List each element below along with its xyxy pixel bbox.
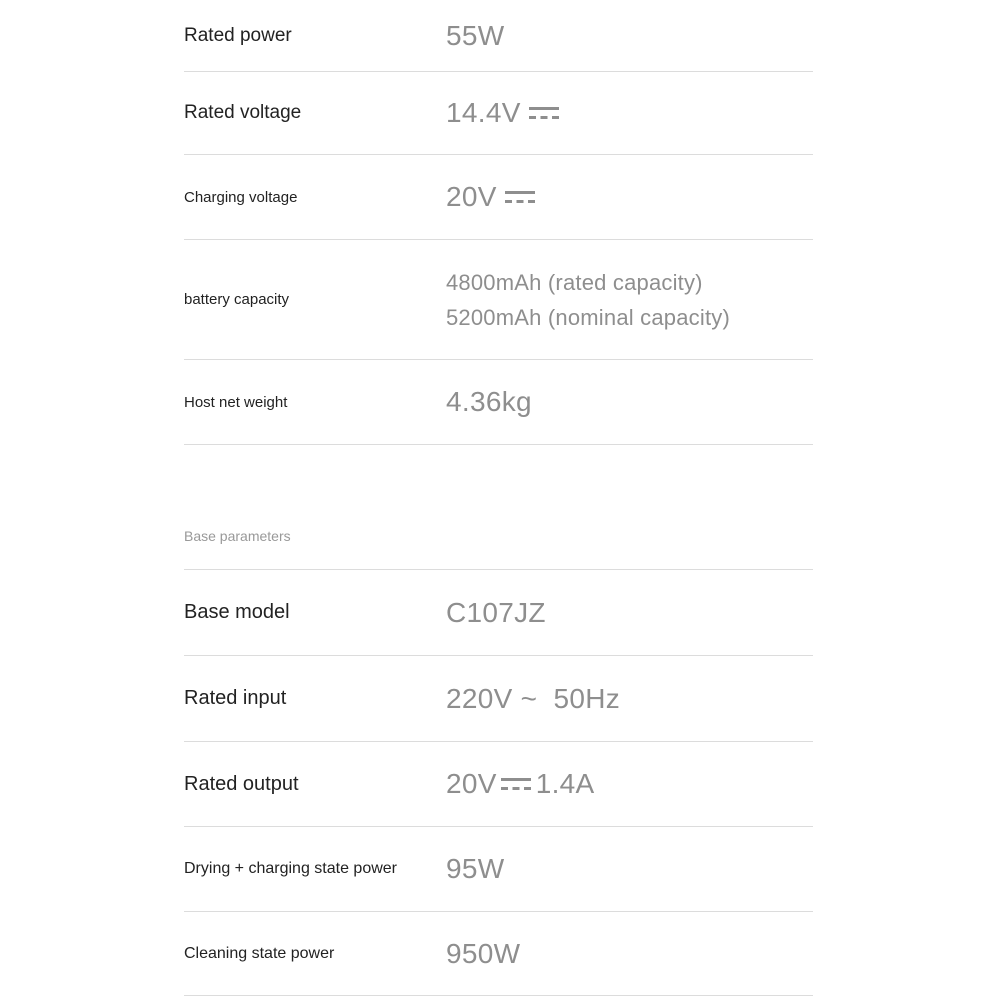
section-title: Base parameters	[184, 528, 291, 544]
spec-row-battery-capacity	[184, 240, 813, 360]
spec-value-text: 950W	[446, 937, 521, 969]
spec-row-charging-voltage	[184, 155, 813, 240]
spec-value-text: 4.36kg	[446, 386, 532, 417]
spec-value-host-net-weight	[446, 386, 532, 418]
spec-label-battery-capacity: battery capacity	[184, 291, 290, 308]
spec-value-text: 14.4V	[446, 97, 521, 128]
spec-value-rated-power	[446, 20, 504, 52]
spec-label-rated-voltage: Rated voltage	[184, 102, 302, 123]
spec-label-drying-charging-state-power: Drying + charging state power	[184, 860, 397, 877]
spec-label-host-net-weight: Host net weight	[184, 393, 288, 411]
dc-voltage-icon	[501, 778, 531, 790]
spec-row-rated-input	[184, 656, 813, 742]
spec-row-rated-voltage	[184, 72, 813, 155]
spec-value-rated-output	[446, 768, 595, 800]
spec-value-cleaning-state-power	[446, 938, 520, 970]
spec-row-rated-output	[184, 742, 813, 827]
spec-label-base-model: Base model	[184, 601, 290, 623]
spec-value-text: 20V	[446, 768, 497, 799]
spec-label-cleaning-state-power: Cleaning state power	[184, 944, 335, 962]
spec-value-text: 95W	[446, 853, 505, 884]
dc-voltage-icon	[505, 191, 535, 203]
battery-nominal-capacity: 5200mAh (nominal capacity)	[446, 304, 731, 330]
spec-value-battery-capacity	[446, 265, 730, 335]
spec-label-rated-output: Rated output	[184, 772, 299, 795]
spec-value-charging-voltage	[446, 181, 535, 213]
spec-label-charging-voltage: Charging voltage	[184, 188, 298, 206]
spec-label-rated-input: Rated input	[184, 687, 287, 709]
spec-value-rated-voltage	[446, 97, 559, 129]
spec-value-text: 1.4A	[535, 768, 595, 799]
spec-row-cleaning-state-power	[184, 912, 813, 996]
spec-row-rated-power	[184, 0, 813, 72]
section-header-base-parameters	[184, 445, 813, 570]
spec-value-drying-charging-state-power	[446, 853, 504, 885]
spec-value-text: 55W	[446, 19, 505, 51]
spec-value-base-model	[446, 597, 546, 629]
spec-value-text: 20V	[446, 181, 497, 212]
spec-value-text: 220V ~ 50Hz	[446, 682, 621, 714]
spec-value-rated-input	[446, 683, 620, 715]
spec-row-drying-charging-state-power	[184, 827, 813, 912]
spec-label-rated-power: Rated power	[184, 24, 292, 46]
battery-rated-capacity: 4800mAh (rated capacity)	[446, 269, 703, 295]
dc-voltage-icon	[529, 107, 559, 119]
spec-row-base-model	[184, 570, 813, 656]
spec-row-host-net-weight	[184, 360, 813, 445]
spec-value-text: C107JZ	[446, 596, 546, 628]
